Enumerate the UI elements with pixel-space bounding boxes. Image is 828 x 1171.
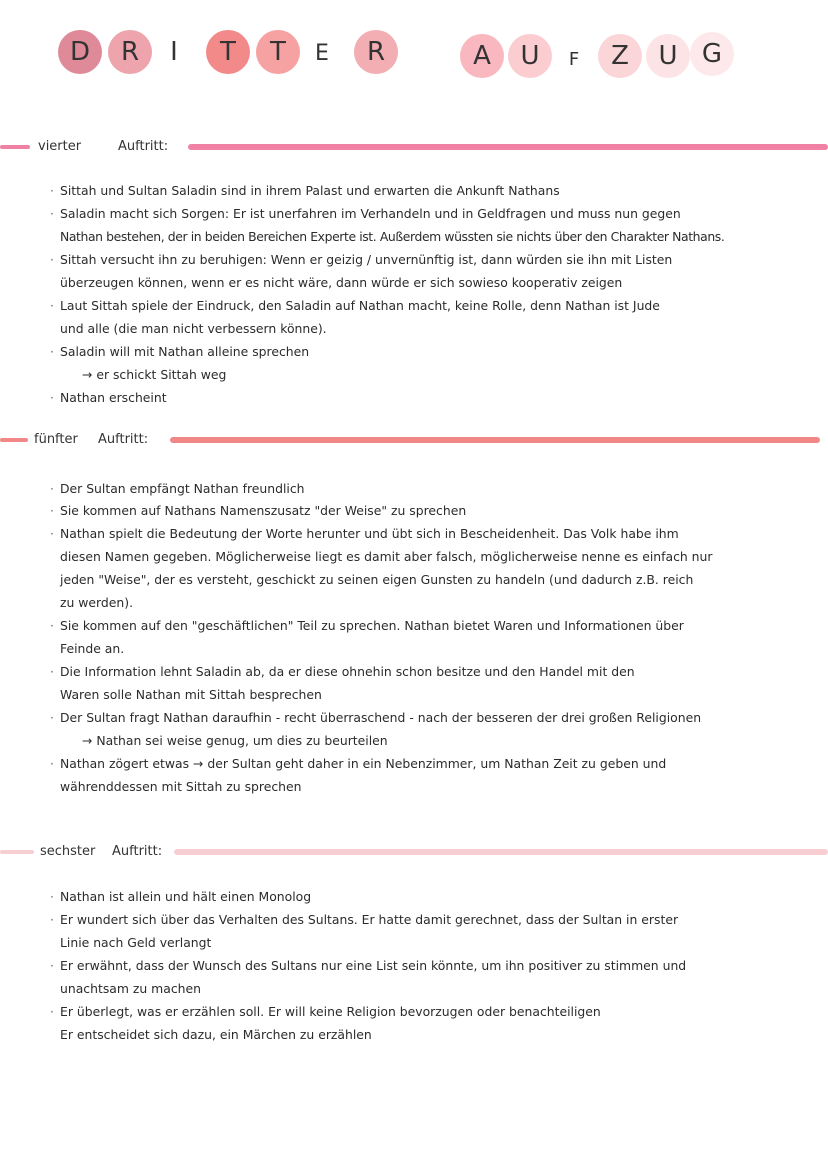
bullet: · — [50, 504, 54, 518]
note-line: Er erwähnt, dass der Wunsch des Sultans nur eine List sein könnte, um ihn positiver zu stimmen und — [60, 958, 687, 973]
note-line: unachtsam zu machen — [60, 981, 201, 996]
note-line: Waren solle Nathan mit Sittah besprechen — [60, 687, 322, 702]
bullet: · — [50, 1005, 54, 1019]
note-line: überzeugen können, wenn er es nicht wäre, dann würde er sich sowieso kooperativ zeigen — [60, 275, 623, 290]
heading-label: sechster — [40, 844, 96, 859]
bullet: · — [50, 253, 54, 267]
note-line: Der Sultan fragt Nathan daraufhin - recht überraschend - nach der besseren der drei großen Religionen — [60, 710, 702, 725]
note-line: Saladin macht sich Sorgen: Er ist unerfahren im Verhandeln und in Geldfragen und muss nun gegen — [60, 206, 681, 221]
note-line: und alle (die man nicht verbessern könne). — [60, 321, 327, 336]
note-line: Der Sultan empfängt Nathan freundlich — [60, 481, 305, 496]
heading-label: Auftritt: — [98, 432, 149, 447]
note-line: Sie kommen auf Nathans Namenszusatz "der Weise" zu sprechen — [60, 503, 467, 518]
note-line: Er überlegt, was er erzählen soll. Er will keine Religion bevorzugen oder benachteiligen — [60, 1004, 601, 1019]
title-letter: F — [568, 49, 580, 70]
bullet: · — [50, 913, 54, 927]
section-heading-sechster — [0, 840, 828, 864]
title-letter: U — [520, 41, 540, 71]
note-line: Feinde an. — [60, 641, 125, 656]
page-title — [0, 26, 828, 76]
title-letter: T — [220, 37, 236, 67]
bullet: · — [50, 711, 54, 725]
note-line: Nathan bestehen, der in beiden Bereichen Experte ist. Außerdem wüssten sie nichts über den Charakter Nathans. — [60, 229, 725, 244]
note-line: Nathan zögert etwas → der Sultan geht daher in ein Nebenzimmer, um Nathan Zeit zu geben und — [60, 756, 667, 771]
title-letter: E — [315, 41, 329, 66]
title-letter: U — [658, 41, 678, 71]
title-letter: A — [473, 41, 491, 71]
note-line: Die Information lehnt Saladin ab, da er diese ohnehin schon besitze und den Handel mit den — [60, 664, 635, 679]
heading-label: Auftritt: — [118, 139, 169, 154]
title-letter: R — [366, 37, 386, 67]
note-line: Sittah und Sultan Saladin sind in ihrem Palast und erwarten die Ankunft Nathans — [60, 183, 560, 198]
note-line: zu werden). — [60, 595, 134, 610]
note-line: Linie nach Geld verlangt — [60, 935, 212, 950]
note-line: Er wundert sich über das Verhalten des Sultans. Er hatte damit gerechnet, dass der Sultan in erster — [60, 912, 679, 927]
title-letter: I — [170, 37, 178, 67]
heading-bar — [0, 145, 30, 149]
note-line: diesen Namen gegeben. Möglicherweise liegt es damit aber falsch, möglicherweise nenne es einfach nur — [60, 549, 713, 564]
note-line: Er entscheidet sich dazu, ein Märchen zu erzählen — [60, 1027, 372, 1042]
heading-label: vierter — [38, 139, 82, 154]
heading-bar — [188, 144, 828, 150]
note-line: Sie kommen auf den "geschäftlichen" Teil zu sprechen. Nathan bietet Waren und Informationen über — [60, 618, 684, 633]
bullet: · — [50, 299, 54, 313]
note-line: Sittah versucht ihn zu beruhigen: Wenn er geizig / unvernünftig ist, dann würden sie ihn mit Listen — [60, 252, 673, 267]
heading-bar — [170, 437, 820, 443]
heading-bar — [0, 850, 34, 854]
bullet: · — [50, 391, 54, 405]
bullet: · — [50, 345, 54, 359]
note-line: → Nathan sei weise genug, um dies zu beurteilen — [82, 733, 388, 748]
title-letter: D — [69, 37, 91, 67]
note-line: Nathan ist allein und hält einen Monolog — [60, 889, 312, 904]
bullet: · — [50, 757, 54, 771]
title-letter: T — [270, 37, 286, 67]
note-line: Saladin will mit Nathan alleine sprechen — [60, 344, 310, 359]
heading-bar — [174, 849, 828, 855]
title-letter: G — [701, 39, 723, 69]
title-letter: Z — [611, 41, 629, 71]
bullet: · — [50, 959, 54, 973]
section-heading-fuenfter — [0, 428, 828, 452]
bullet: · — [50, 207, 54, 221]
note-line: währenddessen mit Sittah zu sprechen — [60, 779, 302, 794]
bullet: · — [50, 665, 54, 679]
note-line: Nathan erscheint — [60, 390, 167, 405]
bullet: · — [50, 527, 54, 541]
heading-label: Auftritt: — [112, 844, 163, 859]
heading-label: fünfter — [34, 432, 78, 447]
bullet: · — [50, 184, 54, 198]
heading-bar — [0, 438, 28, 442]
note-line: jeden "Weise", der es versteht, geschickt zu seinen eigen Gunsten zu handeln (und dadurch z.B. reich — [60, 572, 694, 587]
bullet: · — [50, 619, 54, 633]
section-heading-vierter — [0, 135, 828, 159]
note-line: → er schickt Sittah weg — [82, 367, 227, 382]
title-letter: R — [120, 37, 140, 67]
bullet: · — [50, 482, 54, 496]
note-line: Nathan spielt die Bedeutung der Worte herunter und übt sich in Bescheidenheit. Das Volk habe ihm — [60, 526, 679, 541]
note-line: Laut Sittah spiele der Eindruck, den Saladin auf Nathan macht, keine Rolle, denn Nathan ist Jude — [60, 298, 660, 313]
bullet: · — [50, 890, 54, 904]
